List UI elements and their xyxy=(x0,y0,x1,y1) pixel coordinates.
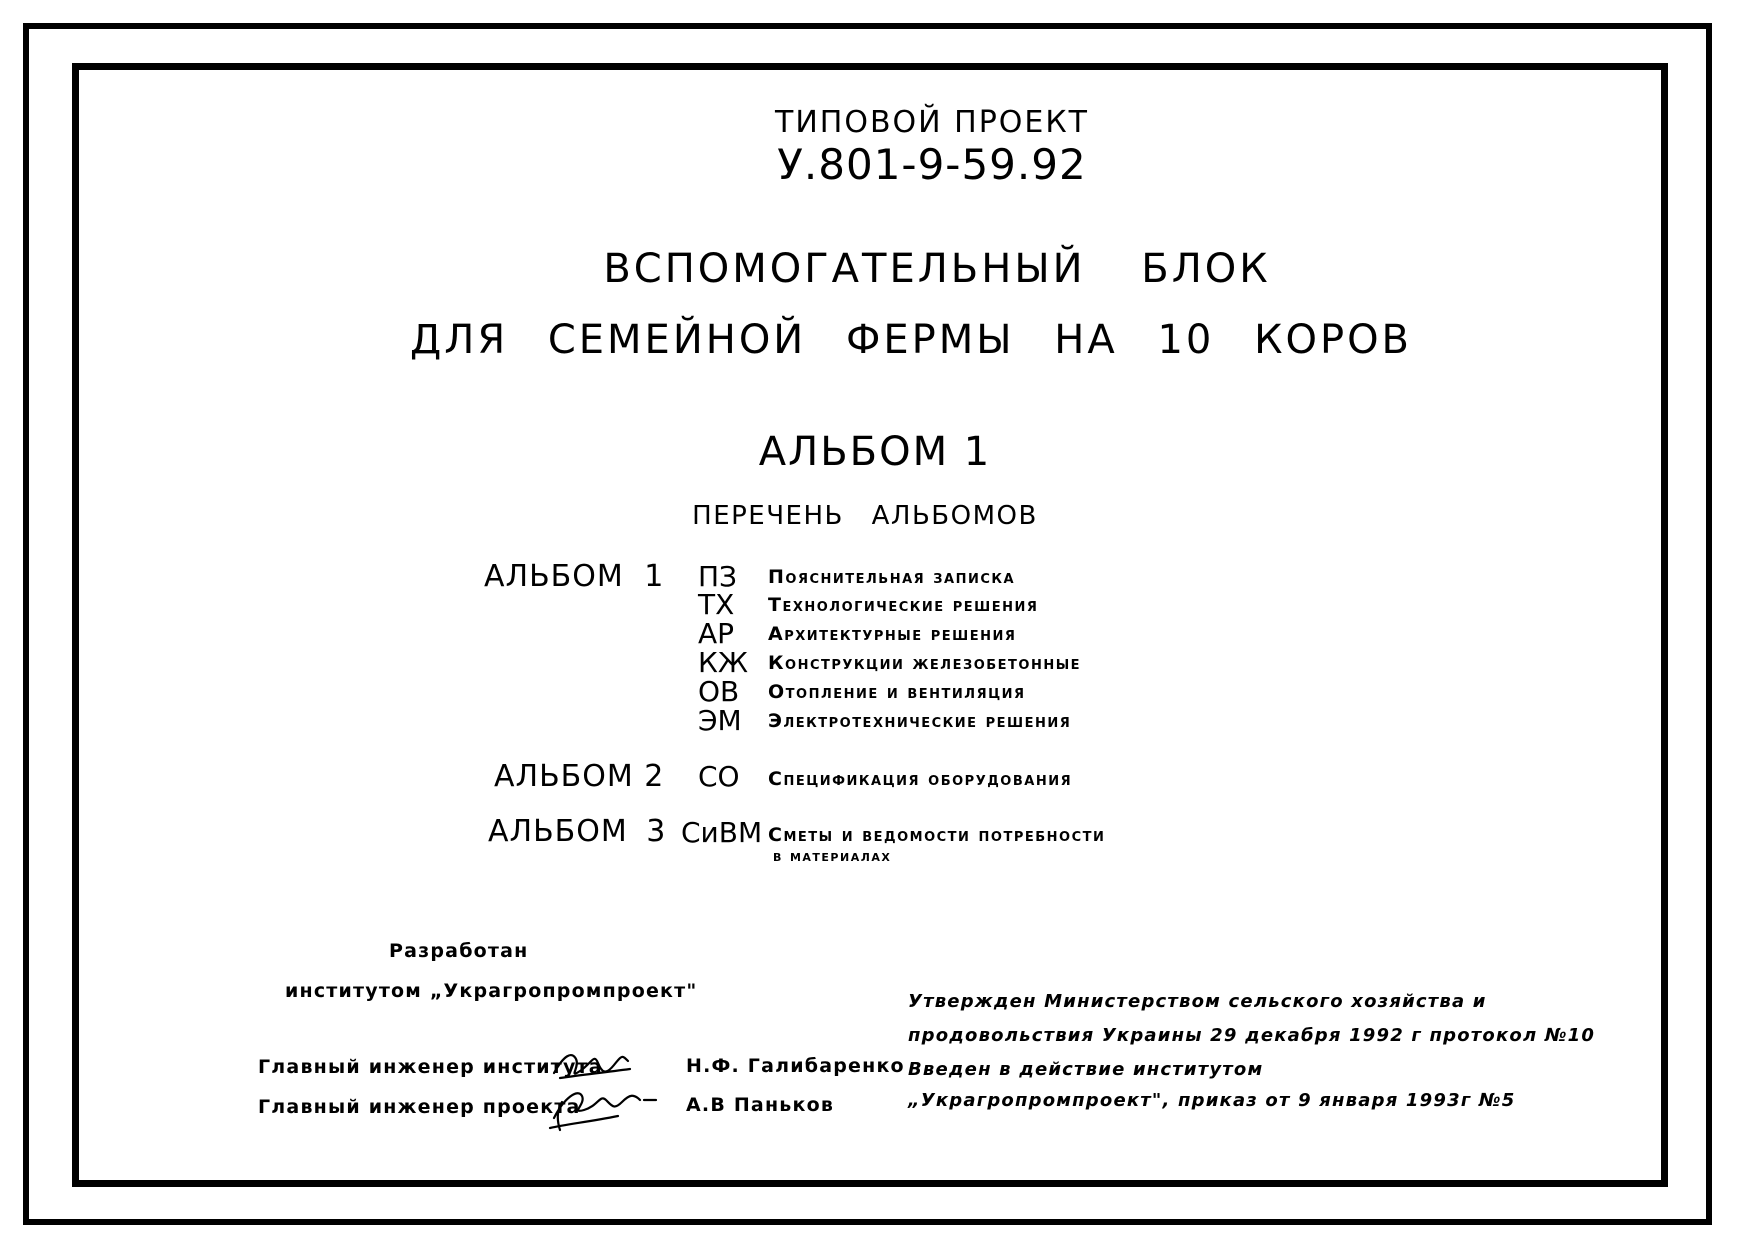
project-number: У.801-9-59.92 xyxy=(777,140,1087,189)
album-2-label: АЛЬБОМ 2 xyxy=(494,759,665,794)
album-1-desc-5: Отопление и вентиляция xyxy=(768,681,1026,703)
approval-line-3: Введен в действие институтом xyxy=(908,1059,1264,1080)
album-1-code-2: ТХ xyxy=(698,588,735,621)
album-1-desc-6: Электротехнические решения xyxy=(768,710,1072,732)
title-line-2: ДЛЯ СЕМЕЙНОЙ ФЕРМЫ НА 10 КОРОВ xyxy=(410,317,1412,363)
album-1-desc-2: Технологические решения xyxy=(768,594,1039,616)
album-3-label: АЛЬБОМ 3 xyxy=(488,814,667,849)
album-2-code-1: СО xyxy=(698,760,740,793)
album-1-code-5: ОВ xyxy=(698,675,740,708)
album-1-code-4: КЖ xyxy=(698,646,749,679)
albums-list-heading: ПЕРЕЧЕНЬ АЛЬБОМОВ xyxy=(692,501,1038,531)
album-1-desc-3: Архитектурные решения xyxy=(768,623,1017,645)
approval-line-1: Утвержден Министерством сельского хозяйства и xyxy=(908,991,1487,1012)
approval-line-2: продовольствия Украины 29 декабря 1992 г протокол №10 xyxy=(908,1025,1596,1046)
album-1-code-3: АР xyxy=(698,617,735,650)
album-3-desc-1-cont: в материалах xyxy=(773,846,892,865)
title-line-1: ВСПОМОГАТЕЛЬНЫЙ БЛОК xyxy=(603,246,1271,292)
album-1-desc-4: Конструкции железобетонные xyxy=(768,652,1082,674)
chief-engineer-institute-label: Главный инженер института xyxy=(258,1056,603,1078)
album-3-desc-1: Сметы и ведомости потребности xyxy=(768,824,1106,846)
album-3-code-1: СиВМ xyxy=(681,816,763,849)
project-type-label: ТИПОВОЙ ПРОЕКТ xyxy=(775,105,1089,140)
album-1-code-6: ЭМ xyxy=(698,704,742,737)
album-title: АЛЬБОМ 1 xyxy=(758,429,992,475)
chief-engineer-project-name: А.В Паньков xyxy=(686,1094,835,1116)
album-1-code-1: ПЗ xyxy=(698,560,738,593)
chief-engineer-project-label: Главный инженер проекта xyxy=(258,1096,581,1118)
album-2-desc-1: Спецификация оборудования xyxy=(768,768,1073,790)
chief-engineer-institute-name: Н.Ф. Галибаренко xyxy=(686,1055,905,1077)
approval-line-4: „Украгропромпроект", приказ от 9 января 1993г №5 xyxy=(908,1090,1516,1111)
signature-project xyxy=(548,1078,658,1134)
album-1-desc-1: Пояснительная записка xyxy=(768,566,1016,588)
album-1-label: АЛЬБОМ 1 xyxy=(484,559,665,594)
developer-line-1: Разработан xyxy=(389,940,529,962)
developer-line-2: институтом „Украгропромпроект" xyxy=(285,980,698,1002)
